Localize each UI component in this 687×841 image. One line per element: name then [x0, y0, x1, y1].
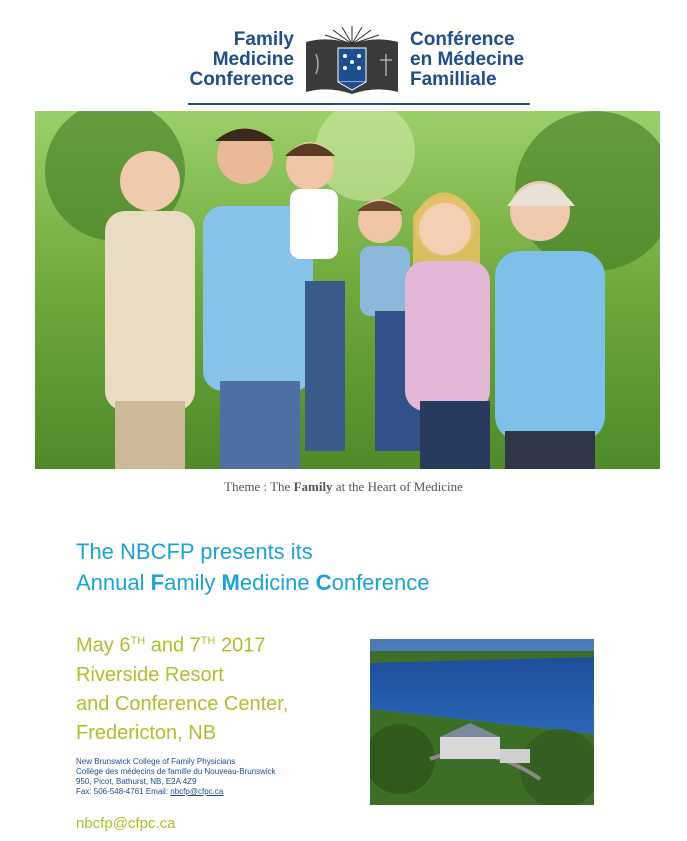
title-fr-line-1: Conférence — [410, 29, 515, 50]
title-fr-line-3: Familliale — [410, 69, 497, 90]
fax-email-line — [76, 787, 276, 797]
intro-word-onference: onference — [331, 570, 430, 595]
intro-word-annual: Annual — [76, 570, 151, 595]
conference-logo — [302, 24, 402, 98]
org-name-fr: Collège des médecins de famille du Nouveau-Brunswick — [76, 767, 276, 776]
event-date — [76, 627, 288, 661]
date-sup-b: TH — [200, 635, 216, 647]
event-venue-1: Riverside Resort — [76, 663, 224, 686]
street-address: 950, Picot, Bathurst, NB, E2A 4Z9 — [76, 777, 197, 786]
event-details — [76, 627, 288, 748]
intro-cap-c: C — [315, 570, 332, 595]
date-end: 2017 — [215, 634, 266, 657]
photo-caption — [0, 479, 687, 495]
title-en-line-2: Medicine — [212, 49, 294, 70]
conference-title-en — [178, 30, 294, 90]
intro-cap-m: M — [221, 570, 240, 595]
caption-suffix: at the Heart of Medicine — [332, 479, 463, 494]
org-name-en: New Brunswick College of Family Physicians — [76, 757, 236, 766]
event-venue-2: and Conference Center, — [76, 692, 289, 715]
title-en-line-3: Conference — [189, 69, 294, 90]
contact-address — [76, 757, 276, 797]
family-photo — [35, 111, 660, 469]
title-en-line-1: Family — [233, 29, 294, 50]
title-fr-line-2: en Médecine — [410, 49, 525, 70]
header-divider — [188, 103, 530, 105]
date-sup-a: TH — [130, 635, 146, 647]
intro-cap-f: F — [150, 570, 165, 595]
contact-email-link[interactable]: nbcfp@cfpc.ca — [170, 787, 224, 796]
intro-word-edicine: edicine — [239, 570, 316, 595]
caption-prefix: Theme : The — [224, 479, 294, 494]
caption-emphasis: Family — [293, 479, 333, 494]
intro-line-1: The NBCFP presents its — [76, 539, 313, 564]
fax-number: Fax: 506-548-4761 Email: — [76, 787, 171, 796]
date-mid: and 7 — [145, 634, 201, 657]
conference-title-fr — [410, 30, 560, 90]
intro-heading — [76, 536, 429, 598]
intro-line-2 — [76, 567, 429, 598]
footer-email[interactable]: nbcfp@cfpc.ca — [76, 815, 176, 832]
resort-photo — [370, 639, 594, 805]
event-city: Fredericton, NB — [76, 721, 217, 744]
date-a: May 6 — [76, 634, 131, 657]
intro-word-amily: amily — [164, 570, 222, 595]
